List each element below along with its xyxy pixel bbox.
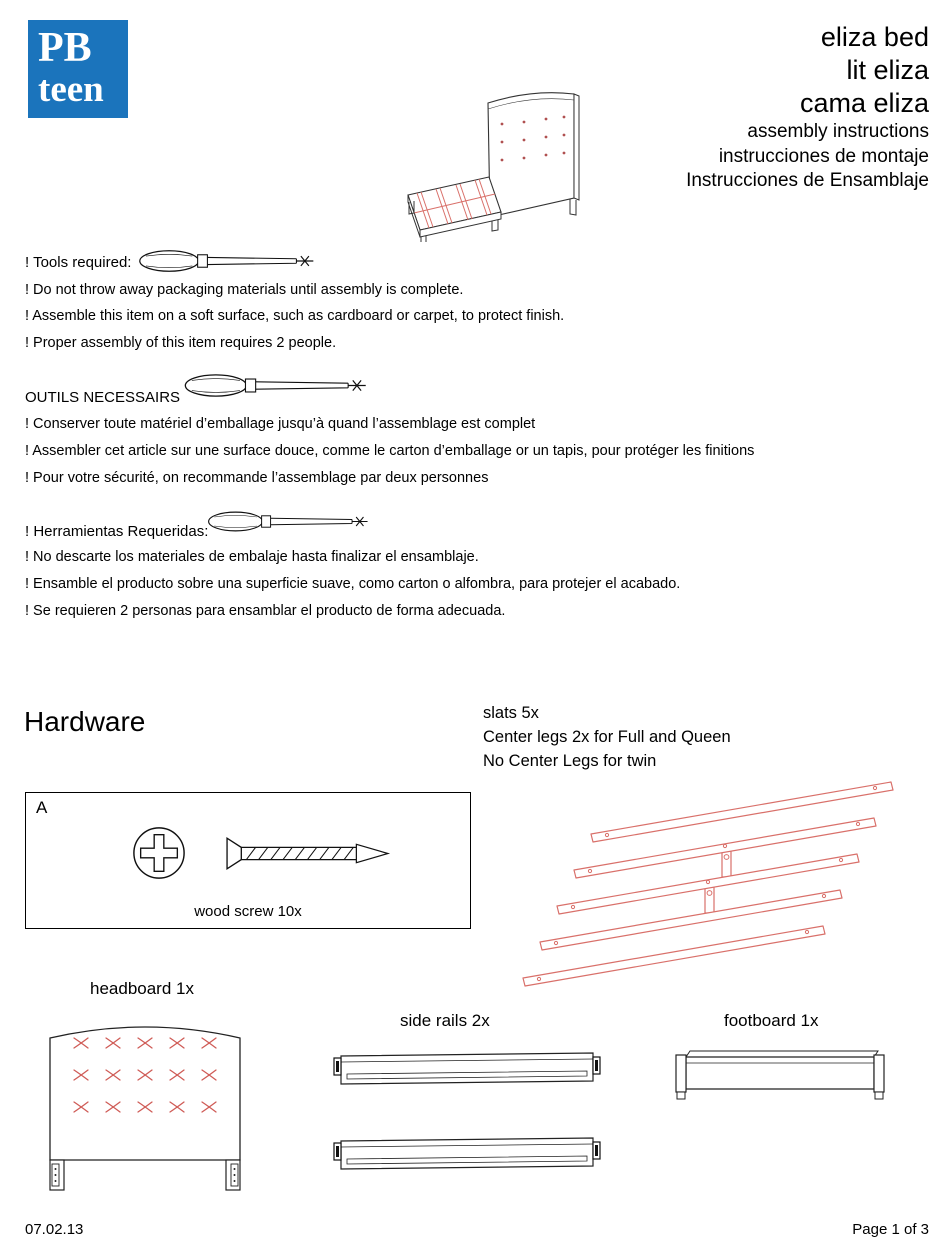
- bed-illustration: [402, 84, 594, 242]
- wood-screw-icon: [224, 835, 392, 872]
- logo-text-pb: PB: [38, 25, 92, 71]
- slats-note: [483, 701, 731, 773]
- product-name-fr: lit eliza: [846, 55, 929, 85]
- headboard-diagram: [44, 1006, 246, 1194]
- footboard-diagram: [672, 1046, 888, 1102]
- instruction-line: ! No descarte los materiales de embalaje hasta finalizar el ensamblaje.: [25, 549, 479, 565]
- box-a-label: A: [36, 798, 48, 817]
- tools-required-label-fr: OUTILS NECESSAIRS: [25, 389, 181, 406]
- instruction-line: ! Ensamble el producto sobre una superficie suave, como carton o alfombra, para protejer el acabado.: [25, 576, 681, 592]
- screwdriver-icon: [138, 243, 316, 279]
- instruction-line: ! Pour votre sécurité, on recommande l’assemblage par deux personnes: [25, 470, 489, 486]
- logo-text-teen: teen: [38, 69, 104, 110]
- slats-count: slats 5x: [483, 704, 539, 722]
- title-block: [686, 21, 929, 194]
- screwdriver-icon: [207, 505, 370, 538]
- subtitle-es: Instrucciones de Ensamblaje: [686, 170, 929, 191]
- instruction-line: ! Se requieren 2 personas para ensamblar el producto de forma adecuada.: [25, 603, 506, 619]
- hardware-box-a: [25, 792, 471, 929]
- no-center-legs-note: No Center Legs for twin: [483, 752, 657, 770]
- footer-date: 07.02.13: [25, 1221, 84, 1238]
- headboard-label: headboard 1x: [90, 979, 194, 998]
- hardware-heading: Hardware: [24, 706, 146, 737]
- instruction-line: ! Assembler cet article sur une surface douce, comme le carton d’emballage or un tapis, pour protéger les finitions: [25, 443, 755, 459]
- subtitle-fr: instrucciones de montaje: [718, 145, 929, 167]
- instruction-line: ! Assemble this item on a soft surface, such as cardboard or carpet, to protect finish.: [25, 308, 565, 324]
- slats-diagram: [503, 776, 915, 992]
- screwdriver-icon: [183, 367, 369, 404]
- screw-head-icon: [131, 825, 187, 881]
- tools-required-label-es: ! Herramientas Requeridas:: [25, 523, 209, 540]
- instruction-line: ! Proper assembly of this item requires 2 people.: [25, 335, 337, 351]
- center-legs-note: Center legs 2x for Full and Queen: [483, 728, 731, 746]
- product-name-en: eliza bed: [820, 22, 929, 52]
- footboard-label: footboard 1x: [724, 1011, 819, 1030]
- product-name-es: cama eliza: [799, 88, 929, 118]
- side-rail-diagram: [333, 1129, 601, 1177]
- side-rail-diagram: [333, 1044, 601, 1092]
- pbteen-logo: [28, 20, 128, 118]
- wood-screw-label: wood screw 10x: [194, 903, 302, 920]
- instruction-line: ! Conserver toute matériel d’emballage jusqu’à quand l’assemblage est complet: [25, 416, 536, 432]
- side-rails-label: side rails 2x: [400, 1011, 490, 1030]
- instruction-line: ! Do not throw away packaging materials until assembly is complete.: [25, 282, 464, 298]
- subtitle-en: assembly instructions: [747, 121, 929, 142]
- footer-page-number: Page 1 of 3: [852, 1221, 929, 1238]
- tools-required-label-en: ! Tools required:: [25, 254, 132, 271]
